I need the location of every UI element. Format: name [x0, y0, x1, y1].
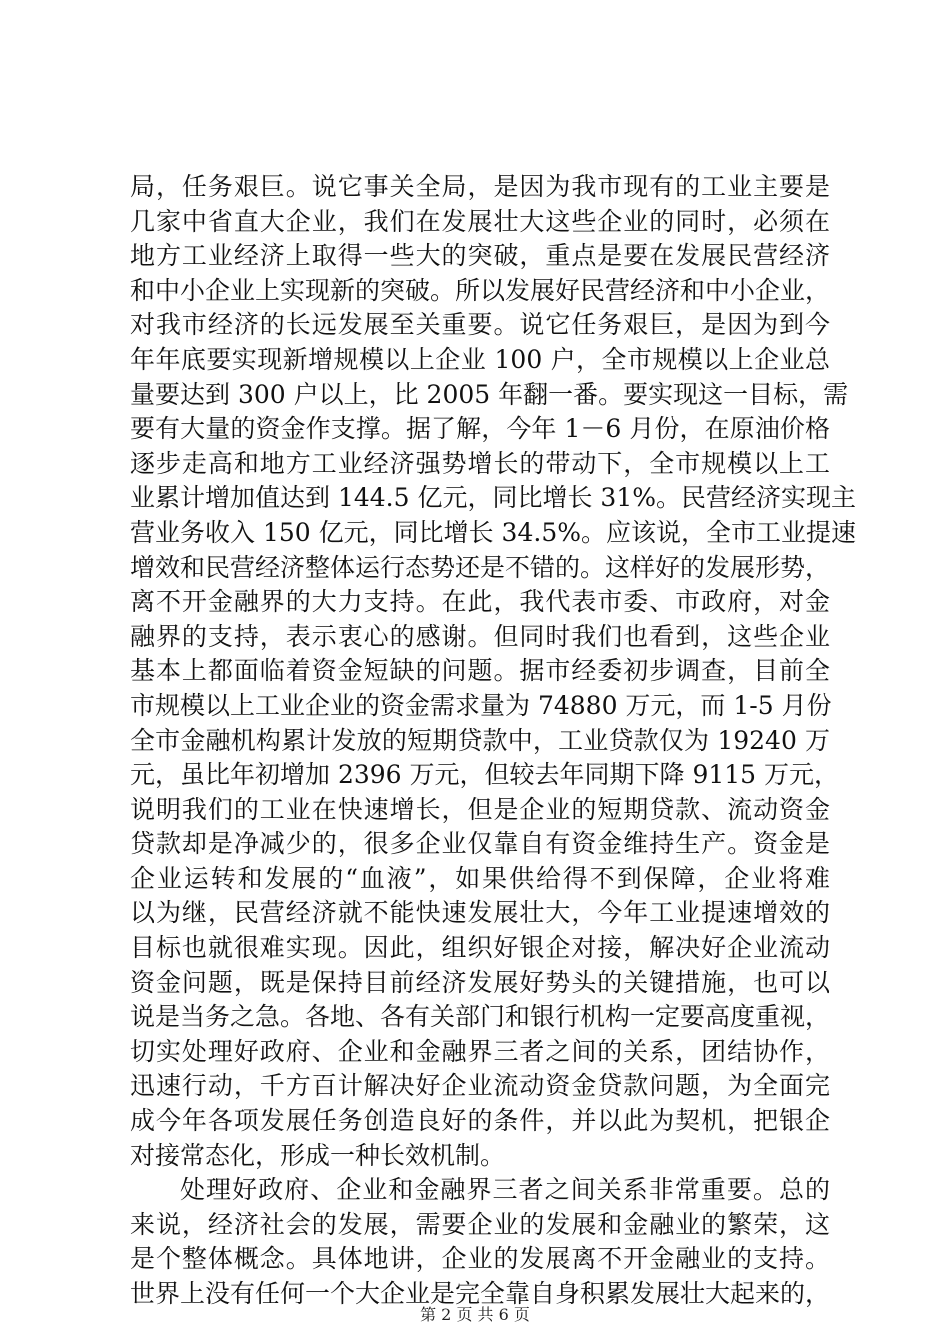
text-line: 对我市经济的长远发展至关重要。说它任务艰巨，是因为到今 [130, 310, 830, 340]
text-line: 是个整体概念。具体地讲，企业的发展离不开金融业的支持。 [130, 1244, 830, 1274]
paragraph-start-line: 处理好政府、企业和金融界三者之间关系非常重要。总的 [180, 1175, 830, 1205]
text-line: 融界的支持，表示衷心的感谢。但同时我们也看到，这些企业 [130, 621, 830, 651]
text-line: 几家中省直大企业，我们在发展壮大这些企业的同时，必须在 [130, 206, 830, 236]
body-text [130, 170, 856, 1312]
text-line: 量要达到 300 户以上，比 2005 年翻一番。要实现这一目标，需 [130, 379, 849, 409]
text-line: 贷款却是净减少的，很多企业仅靠自有资金维持生产。资金是 [130, 829, 830, 859]
text-line: 营业务收入 150 亿元，同比增长 34.5%。应该说，全市工业提速 [130, 517, 856, 547]
text-line: 局，任务艰巨。说它事关全局，是因为我市现有的工业主要是 [130, 172, 830, 201]
page-number-footer: 第 2 页 共 6 页 [420, 1305, 530, 1324]
text-line: 逐步走高和地方工业经济强势增长的带动下，全市规模以上工 [130, 448, 830, 478]
text-line: 迅速行动，千方百计解决好企业流动资金贷款问题，为全面完 [130, 1071, 830, 1101]
text-line: 和中小企业上实现新的突破。所以发展好民营经济和中小企业， [130, 275, 831, 305]
text-line: 世界上没有任何一个大企业是完全靠自身积累发展壮大起来的， [130, 1279, 831, 1308]
text-line: 基本上都面临着资金短缺的问题。据市经委初步调查，目前全 [130, 656, 830, 686]
text-line: 切实处理好政府、企业和金融界三者之间的关系，团结协作， [130, 1036, 830, 1066]
text-line: 离不开金融界的大力支持。在此，我代表市委、市政府，对金 [130, 587, 830, 617]
text-line: 来说，经济社会的发展，需要企业的发展和金融业的繁荣，这 [130, 1209, 830, 1239]
text-line: 要有大量的资金作支撑。据了解，今年 1－6 月份，在原油价格 [130, 414, 830, 444]
text-line: 企业运转和发展的“血液”，如果供给得不到保障，企业将难 [130, 863, 830, 893]
text-line: 年年底要实现新增规模以上企业 100 户，全市规模以上企业总 [130, 344, 830, 374]
text-line: 以为继，民营经济就不能快速发展壮大，今年工业提速增效的 [130, 898, 830, 928]
text-line: 市规模以上工业企业的资金需求量为 74880 万元，而 1-5 月份 [130, 690, 832, 720]
paragraph-end-line: 对接常态化，形成一种长效机制。 [130, 1140, 506, 1170]
text-line: 元，虽比年初增加 2396 万元，但较去年同期下降 9115 万元， [130, 760, 840, 790]
text-line: 增效和民营经济整体运行态势还是不错的。这样好的发展形势， [130, 552, 831, 582]
text-line: 地方工业经济上取得一些大的突破，重点是要在发展民营经济 [130, 241, 830, 271]
text-line: 成今年各项发展任务创造良好的条件，并以此为契机，把银企 [130, 1106, 830, 1136]
text-line: 全市金融机构累计发放的短期贷款中，工业贷款仅为 19240 万 [130, 725, 830, 755]
text-line: 资金问题，既是保持目前经济发展好势头的关键措施，也可以 [130, 967, 830, 997]
text-line: 目标也就很难实现。因此，组织好银企对接，解决好企业流动 [130, 933, 830, 963]
text-line: 业累计增加值达到 144.5 亿元，同比增长 31%。民营经济实现主 [130, 483, 856, 513]
text-line: 说是当务之急。各地、各有关部门和银行机构一定要高度重视， [130, 1002, 831, 1032]
text-line: 说明我们的工业在快速增长，但是企业的短期贷款、流动资金 [130, 794, 830, 824]
